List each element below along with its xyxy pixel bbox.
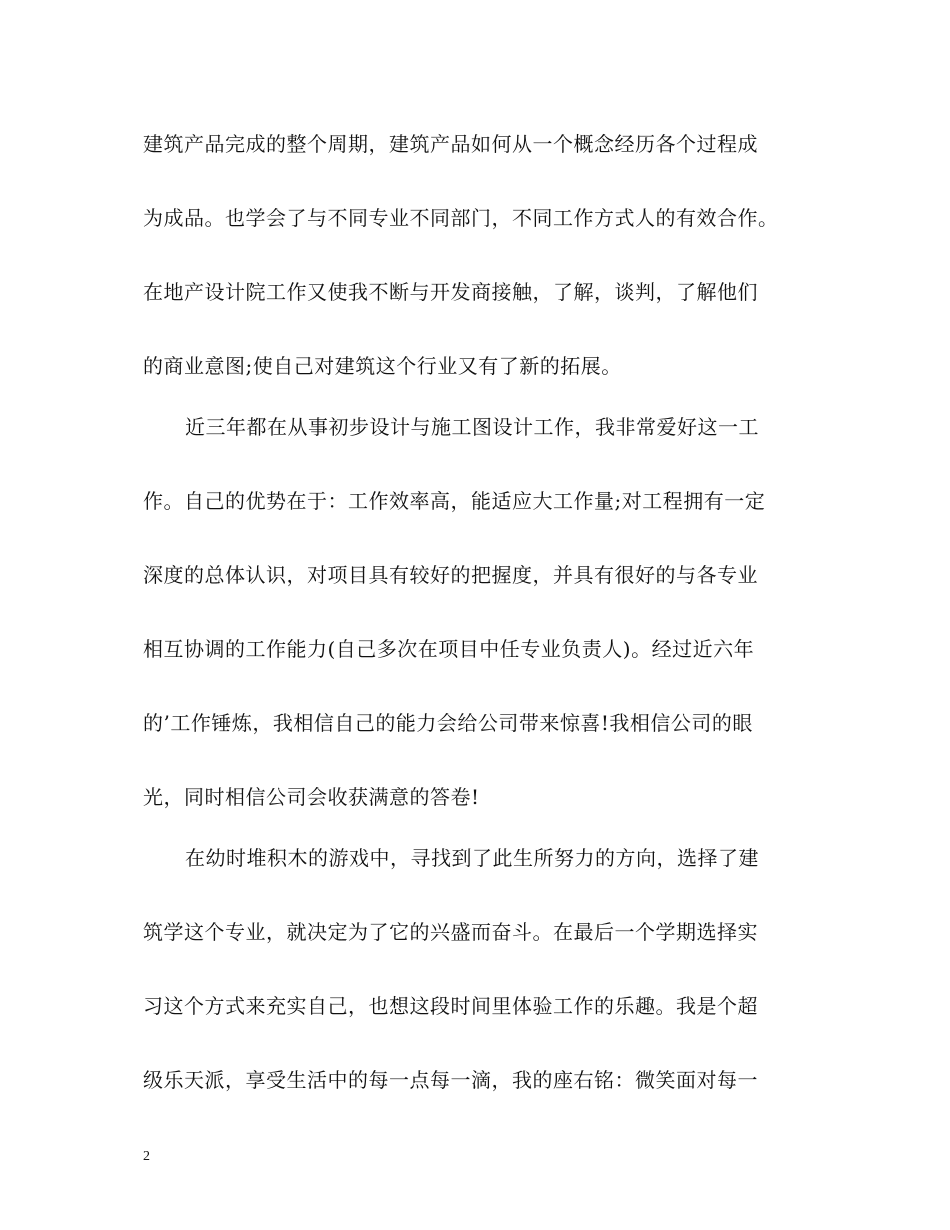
text-line: 建筑产品完成的整个周期，建筑产品如何从一个概念经历各个过程成 [143, 132, 758, 156]
paragraph-first-line: 近三年都在从事初步设计与施工图设计工作，我非常爱好这一工 [185, 415, 759, 439]
text-line: 习这个方式来充实自己，也想这段时间里体验工作的乐趣。我是个超 [143, 994, 758, 1018]
paragraph-first-line: 在幼时堆积木的游戏中，寻找到了此生所努力的方向，选择了建 [185, 846, 759, 870]
text-line: 的’工作锤炼，我相信自己的能力会给公司带来惊喜!我相信公司的眼 [143, 711, 753, 735]
text-line: 深度的总体认识，对项目具有较好的把握度，并具有很好的与各专业 [143, 563, 758, 587]
text-line: 光，同时相信公司会收获满意的答卷! [143, 785, 480, 809]
text-line: 为成品。也学会了与不同专业不同部门，不同工作方式人的有效合作。 [143, 206, 779, 230]
text-line: 在地产设计院工作又使我不断与开发商接触，了解，谈判，了解他们 [143, 280, 758, 304]
page-number: 2 [143, 1149, 150, 1164]
text-line: 的商业意图;使自己对建筑这个行业又有了新的拓展。 [143, 354, 622, 378]
text-line: 级乐天派，享受生活中的每一点每一滴，我的座右铭：微笑面对每一 [143, 1068, 758, 1092]
text-line: 筑学这个专业，就决定为了它的兴盛而奋斗。在最后一个学期选择实 [143, 920, 758, 944]
text-line: 相互协调的工作能力(自己多次在项目中任专业负责人)。经过近六年 [143, 637, 755, 661]
text-line: 作。自己的优势在于：工作效率高，能适应大工作量;对工程拥有一定 [143, 489, 766, 513]
